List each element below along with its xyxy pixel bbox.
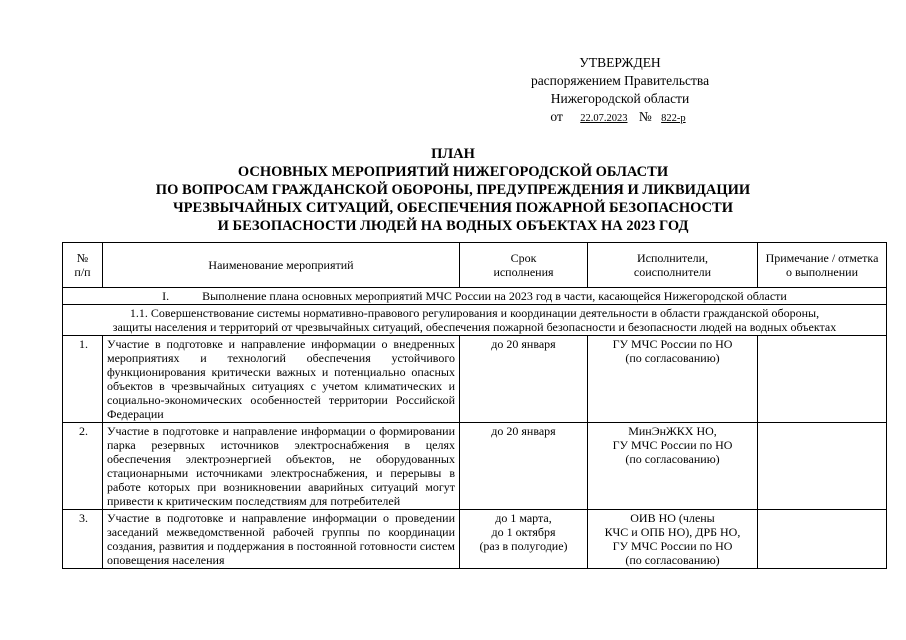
document-title (0, 145, 906, 235)
row-executors (588, 510, 758, 569)
section-title: Выполнение плана основных мероприятий МЧС России на 2023 год в части, касающейся Нижегородской области (202, 289, 787, 303)
row-term-line: до 1 октября (491, 525, 556, 539)
title-line: ПЛАН (431, 146, 475, 162)
approved-region-line: Нижегородской области (550, 91, 690, 106)
row-executor-line: ГУ МЧС России по НО (612, 438, 733, 452)
title-line: ПО ВОПРОСАМ ГРАЖДАНСКОЙ ОБОРОНЫ, ПРЕДУПРЕЖДЕНИЯ И ЛИКВИДАЦИИ (155, 182, 751, 198)
table-row (63, 336, 887, 423)
title-line: ЧРЕЗВЫЧАЙНЫХ СИТУАЦИЙ, ОБЕСПЕЧЕНИЯ ПОЖАРНОЙ БЕЗОПАСНОСТИ (172, 200, 734, 216)
header-note (758, 243, 887, 288)
row-number: 1. (63, 336, 103, 423)
header-term (460, 243, 588, 288)
number-label: № (638, 109, 652, 124)
approval-number: 822-р (661, 113, 686, 124)
header-note-line: о выполнении (786, 265, 858, 279)
table-row (63, 510, 887, 569)
plan-table (62, 242, 887, 569)
header-num (63, 243, 103, 288)
header-name: Наименование мероприятий (103, 243, 460, 288)
header-term-line: Срок (510, 251, 537, 265)
subsection-row (63, 305, 887, 336)
section-number: I. (162, 289, 170, 303)
header-note-line: Примечание / отметка (765, 251, 879, 265)
row-number: 3. (63, 510, 103, 569)
approved-by-line: распоряжением Правительства (530, 73, 710, 88)
row-activity: Участие в подготовке и направление информации о внедренных мероприятиях и технологий обеспечения устойчивого функционирования критически важных и потенциально опасных объектов в чрезвычайных ситуациях с учетом климатических и социально-экономических особенностей территории Российской Федерации (103, 336, 460, 423)
row-term-line: до 20 января (491, 424, 556, 438)
row-executor-line: (по согласованию) (625, 351, 720, 365)
row-executor-line: ГУ МЧС России по НО (612, 539, 733, 553)
section-row (63, 288, 887, 305)
header-num-line: № (76, 251, 89, 265)
row-executor-line: МинЭнЖКХ НО, (628, 424, 717, 438)
from-label: от (550, 109, 563, 124)
row-term-line: (раз в полугодие) (479, 539, 568, 553)
approval-date-line (500, 108, 740, 128)
header-exec-line: Исполнители, (636, 251, 709, 265)
row-executors (588, 336, 758, 423)
title-line: ОСНОВНЫХ МЕРОПРИЯТИЙ НИЖЕГОРОДСКОЙ ОБЛАСТИ (237, 164, 669, 180)
row-number: 2. (63, 423, 103, 510)
subsection-line: защиты населения и территорий от чрезвычайных ситуаций, обеспечения пожарной безопасности и безопасности людей на водных объектах (112, 320, 837, 334)
row-activity: Участие в подготовке и направление информации о формировании парка резервных источников электроснабжения в целях обеспечения электроэнергией объектов, не оборудованных стационарными источниками электроснабжения, и перерывы в работе которых при возникновении аварийных ситуаций могут привести к критическим последствиям для потребителей (103, 423, 460, 510)
header-executors (588, 243, 758, 288)
subsection-line: 1.1. Совершенствование системы нормативно-правового регулирования и координации деятельности в области гражданской обороны, (129, 306, 820, 320)
row-note (758, 510, 887, 569)
title-line: И БЕЗОПАСНОСТИ ЛЮДЕЙ НА ВОДНЫХ ОБЪЕКТАХ НА 2023 ГОД (217, 218, 689, 234)
row-executor-line: (по согласованию) (625, 452, 720, 466)
row-executor-line: КЧС и ОПБ НО), ДРБ НО, (604, 525, 741, 539)
row-executor-line: (по согласованию) (625, 553, 720, 567)
header-exec-line: соисполнители (633, 265, 712, 279)
header-num-line: п/п (74, 265, 91, 279)
row-note (758, 336, 887, 423)
row-term-line: до 1 марта, (495, 511, 552, 525)
approved-heading: УТВЕРЖДЕН (579, 55, 661, 70)
approval-date: 22.07.2023 (580, 113, 628, 124)
section-cell (63, 288, 887, 305)
table-row (63, 423, 887, 510)
row-activity: Участие в подготовке и направление информации о проведении заседаний межведомственной рабочей группы по координации создания, развития и поддержания в постоянной готовности систем оповещения населения (103, 510, 460, 569)
header-term-line: исполнения (493, 265, 554, 279)
approval-stamp (500, 54, 740, 128)
table-header-row (63, 243, 887, 288)
row-term (460, 336, 588, 423)
row-term (460, 510, 588, 569)
row-executor-line: ОИВ НО (члены (630, 511, 715, 525)
subsection-cell (63, 305, 887, 336)
row-note (758, 423, 887, 510)
row-executor-line: ГУ МЧС России по НО (612, 337, 733, 351)
row-term-line: до 20 января (491, 337, 556, 351)
row-executors (588, 423, 758, 510)
row-term (460, 423, 588, 510)
